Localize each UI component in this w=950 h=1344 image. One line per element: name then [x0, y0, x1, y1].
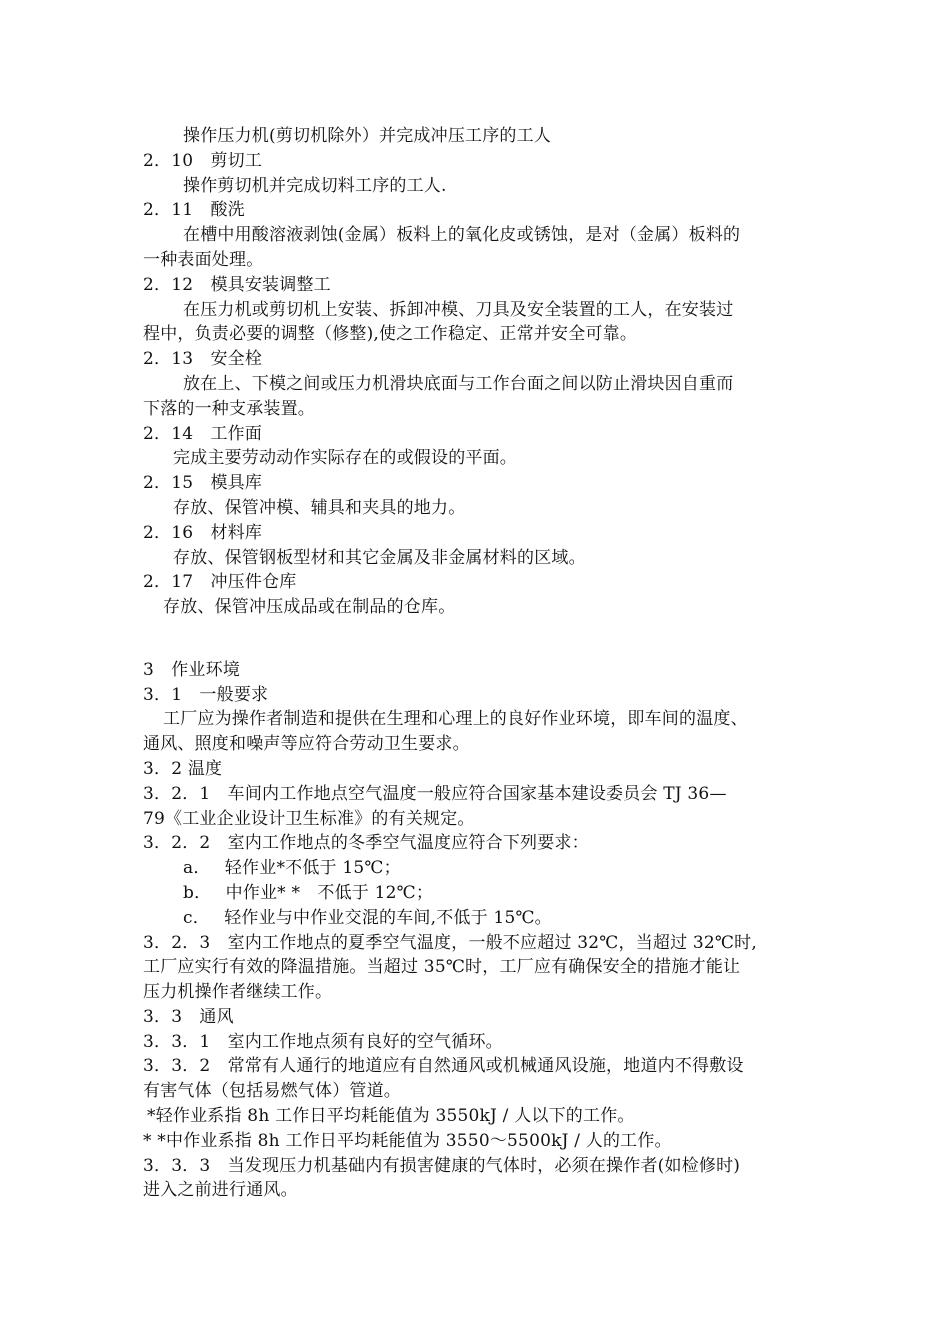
footnote: * *中作业系指 8h 工作日平均耗能值为 3550～5500kJ / 人的工作。 [143, 1130, 672, 1151]
section-heading: 2．15 模具库 [143, 473, 263, 494]
text-line: 在压力机或剪切机上安装、拆卸冲模、刀具及安全装置的工人，在安装过 [183, 299, 734, 320]
paragraph-gap [0, 645, 950, 658]
section-heading: 2．16 材料库 [143, 522, 263, 543]
text-line: 3．2．1 车间内工作地点空气温度一般应符合国家基本建设委员会 TJ 36— [143, 783, 727, 804]
list-item: a． 轻作业*不低于 15℃； [183, 858, 401, 879]
chapter-heading: 3 作业环境 [143, 659, 241, 680]
section-heading: 3．3 通风 [143, 1006, 234, 1027]
section-heading: 2．12 模具安装调整工 [143, 274, 331, 295]
text-line: 工厂应为操作者制造和提供在生理和心理上的良好作业环境，即车间的温度、 [163, 709, 748, 730]
section-heading: 2．13 安全栓 [143, 349, 263, 370]
section-heading: 3．2 温度 [143, 758, 223, 779]
text-line: 79《工业企业设计卫生标准》的有关规定。 [143, 808, 475, 829]
text-line: 3．2．2 室内工作地点的冬季空气温度应符合下列要求： [143, 833, 589, 854]
text-line: 3．2．3 室内工作地点的夏季空气温度，一般不应超过 32℃，当超过 32℃时, [143, 932, 757, 953]
footnote: *轻作业系指 8h 工作日平均耗能值为 3550kJ / 人以下的工作。 [147, 1106, 635, 1127]
text-line: 一种表面处理。 [143, 249, 264, 270]
text-line: 存放、保管冲模、辅具和夹具的地力。 [173, 497, 466, 518]
list-item: c． 轻作业与中作业交混的车间,不低于 15℃。 [183, 907, 552, 928]
text-line: 下落的一种支承装置。 [143, 398, 315, 419]
text-line: 程中，负责必要的调整（修整),使之工作稳定、正常并安全可靠。 [143, 324, 638, 345]
text-line: 有害气体（包括易燃气体）管道。 [143, 1081, 401, 1102]
text-line: 通风、照度和噪声等应符合劳动卫生要求。 [143, 734, 470, 755]
document-body [0, 124, 950, 1203]
text-line: 3．3．2 常常有人通行的地道应有自然通风或机械通风设施，地道内不得敷设 [143, 1056, 744, 1077]
text-line: 进入之前进行通风。 [143, 1180, 298, 1201]
text-line: 在槽中用酸溶液剥蚀(金属）板料上的氧化皮或锈蚀，是对（金属）板料的 [183, 225, 741, 246]
list-item: b． 中作业* * 不低于 12℃； [183, 882, 434, 903]
text-line: 放在上、下模之间或压力机滑块底面与工作台面之间以防止滑块因自重而 [183, 373, 734, 394]
section-heading: 2．14 工作面 [143, 423, 263, 444]
blank-line [0, 620, 950, 645]
section-heading: 2．17 冲压件仓库 [143, 572, 297, 593]
text-line: 压力机操作者继续工作。 [143, 982, 333, 1003]
text-line: 操作压力机(剪切机除外）并完成冲压工序的工人 [183, 126, 552, 146]
text-line: 存放、保管冲压成品或在制品的仓库。 [163, 597, 456, 618]
text-line: 存放、保管钢板型材和其它金属及非金属材料的区域。 [173, 547, 586, 568]
section-heading: 2．10 剪切工 [143, 150, 263, 171]
text-line: 3．3．3 当发现压力机基础内有损害健康的气体时，必须在操作者(如检修时) [143, 1155, 741, 1176]
text-line: 工厂应实行有效的降温措施。当超过 35℃时，工厂应有确保安全的措施才能让 [143, 957, 741, 978]
section-heading: 3．1 一般要求 [143, 684, 269, 705]
text-line: 3．3．1 室内工作地点须有良好的空气循环。 [143, 1031, 503, 1052]
text-line: 完成主要劳动动作实际存在的或假设的平面。 [173, 448, 517, 469]
text-line: 操作剪切机并完成切料工序的工人. [183, 175, 447, 196]
section-heading: 2．11 酸洗 [143, 200, 245, 221]
